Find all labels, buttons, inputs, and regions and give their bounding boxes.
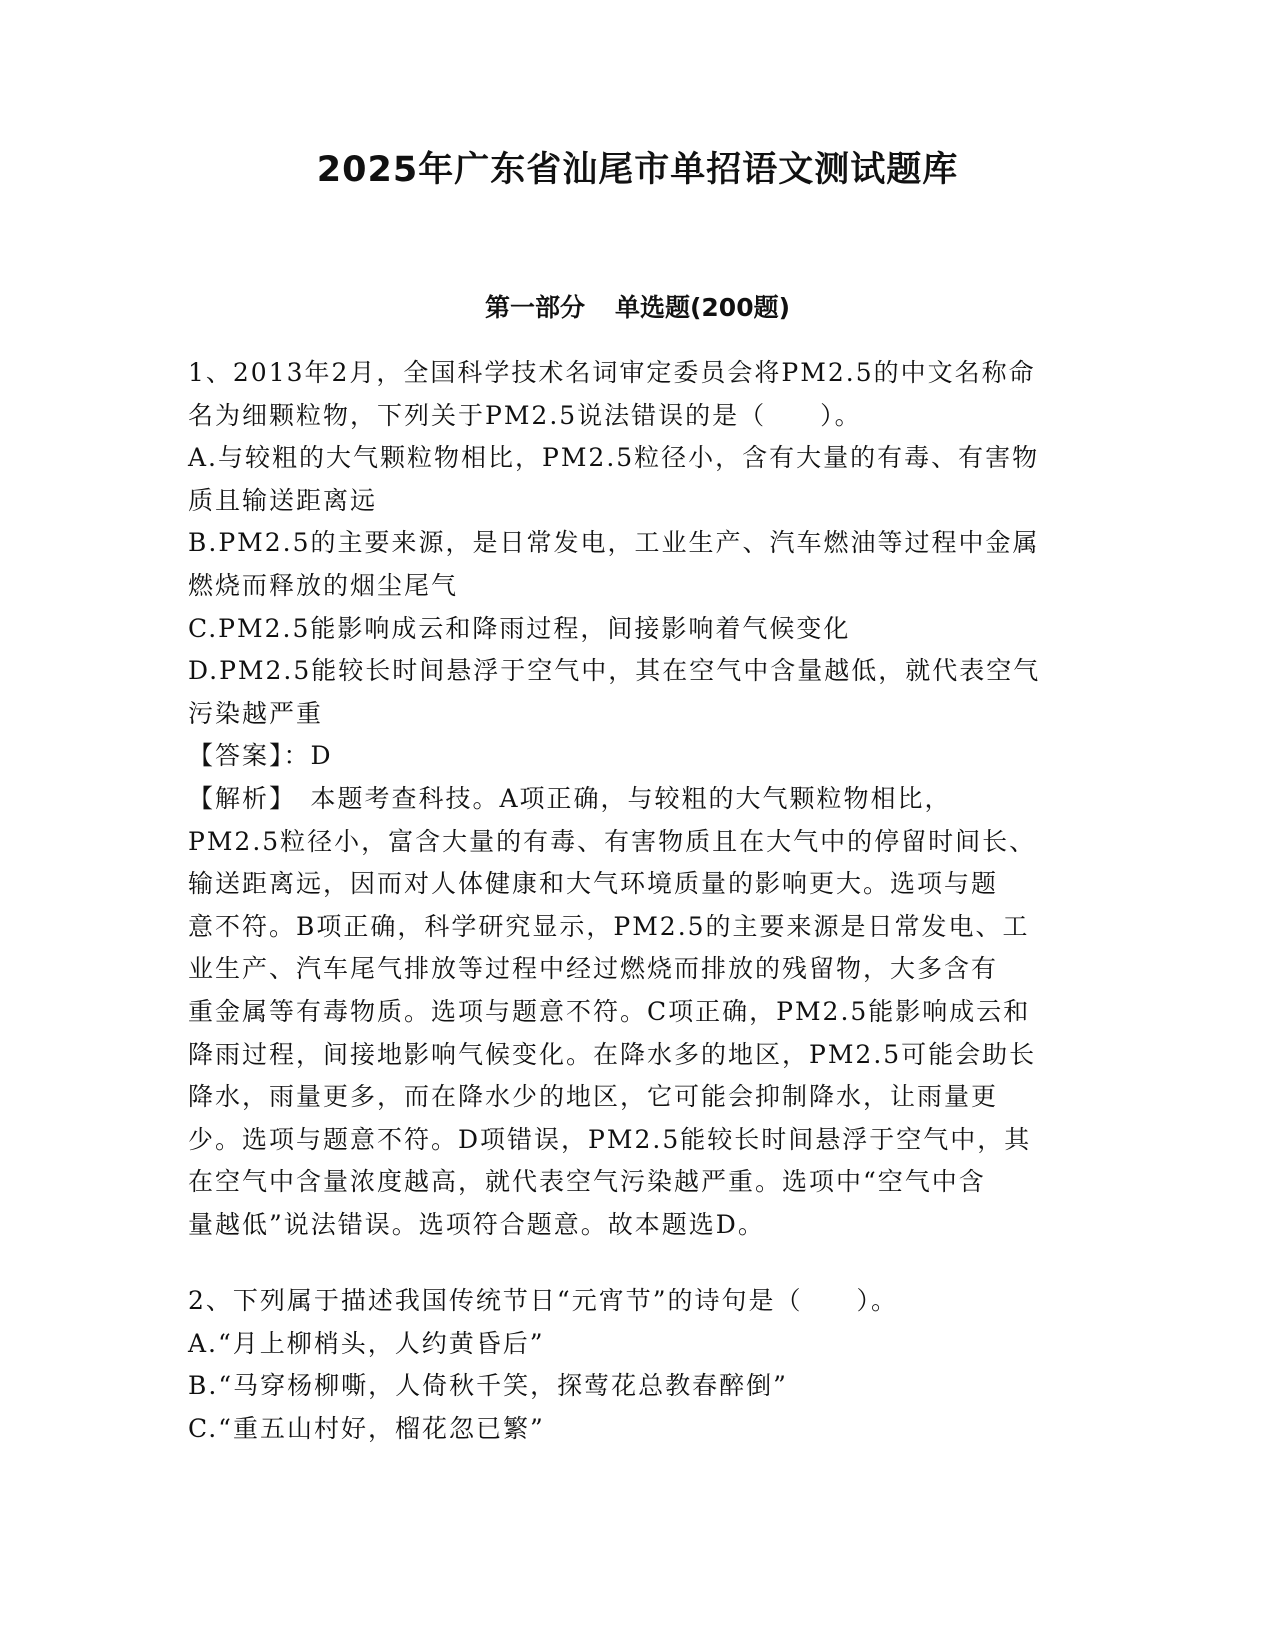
option-a: A.“月上柳梢头，人约黄昏后”: [188, 1328, 545, 1358]
analysis-line: 在空气中含量浓度越高，就代表空气污染越严重。选项中“空气中含: [188, 1167, 986, 1197]
option-d-cont: 污染越严重: [188, 698, 324, 728]
analysis-line: 降雨过程，间接地影响气候变化。在降水多的地区，PM2.5可能会助长: [188, 1039, 1037, 1069]
analysis-line: 量越低”说法错误。选项符合题意。故本题选D。: [188, 1209, 765, 1239]
question-2: [188, 1280, 1093, 1450]
analysis-line: 【解析】 本题考查科技。A项正确，与较粗的大气颗粒物相比，: [188, 783, 952, 813]
analysis-line: PM2.5粒径小，富含大量的有毒、有害物质且在大气中的停留时间长、: [188, 826, 1037, 856]
question-line: 2、下列属于描述我国传统节日“元宵节”的诗句是（ ）。: [188, 1286, 898, 1315]
option-b-cont: 燃烧而释放的烟尘尾气: [188, 570, 459, 600]
option-b: B.“马穿杨柳嘶，人倚秋千笑，探莺花总教春醉倒”: [188, 1371, 788, 1401]
analysis-line: 少。选项与题意不符。D项错误，PM2.5能较长时间悬浮于空气中，其: [188, 1124, 1032, 1154]
analysis-line: 输送距离远，因而对人体健康和大气环境质量的影响更大。选项与题: [188, 869, 999, 899]
question-line: 1、2013年2月，全国科学技术名词审定委员会将PM2.5的中文名称命: [188, 358, 1036, 387]
option-c: C.“重五山村好，榴花忽已繁”: [188, 1413, 545, 1443]
answer-line: 【答案】：D: [188, 741, 333, 771]
section-part-label: 第一部分: [484, 293, 585, 322]
analysis-line: 降水，雨量更多，而在降水少的地区，它可能会抑制降水，让雨量更: [188, 1082, 999, 1112]
question-line: 名为细颗粒物，下列关于PM2.5说法错误的是（ ）。: [188, 400, 862, 430]
question-1: [188, 352, 1093, 1246]
section-heading: [0, 292, 1275, 324]
analysis-line: 重金属等有毒物质。选项与题意不符。C项正确，PM2.5能影响成云和: [188, 996, 1031, 1026]
analysis-line: 业生产、汽车尾气排放等过程中经过燃烧而排放的残留物，大多含有: [188, 954, 999, 984]
analysis-line: 意不符。B项正确，科学研究显示，PM2.5的主要来源是日常发电、工: [188, 911, 1030, 941]
option-b: B.PM2.5的主要来源，是日常发电，工业生产、汽车燃油等过程中金属: [188, 528, 1040, 558]
option-a-cont: 质且输送距离远: [188, 485, 378, 515]
option-c: C.PM2.5能影响成云和降雨过程，间接影响着气候变化: [188, 613, 851, 643]
option-d: D.PM2.5能较长时间悬浮于空气中，其在空气中含量越低，就代表空气: [188, 656, 1041, 686]
document-title: 2025年广东省汕尾市单招语文测试题库: [316, 150, 959, 190]
section-name-label: 单选题(200题): [614, 293, 791, 322]
option-a: A.与较粗的大气颗粒物相比，PM2.5粒径小，含有大量的有毒、有害物: [188, 443, 1040, 473]
